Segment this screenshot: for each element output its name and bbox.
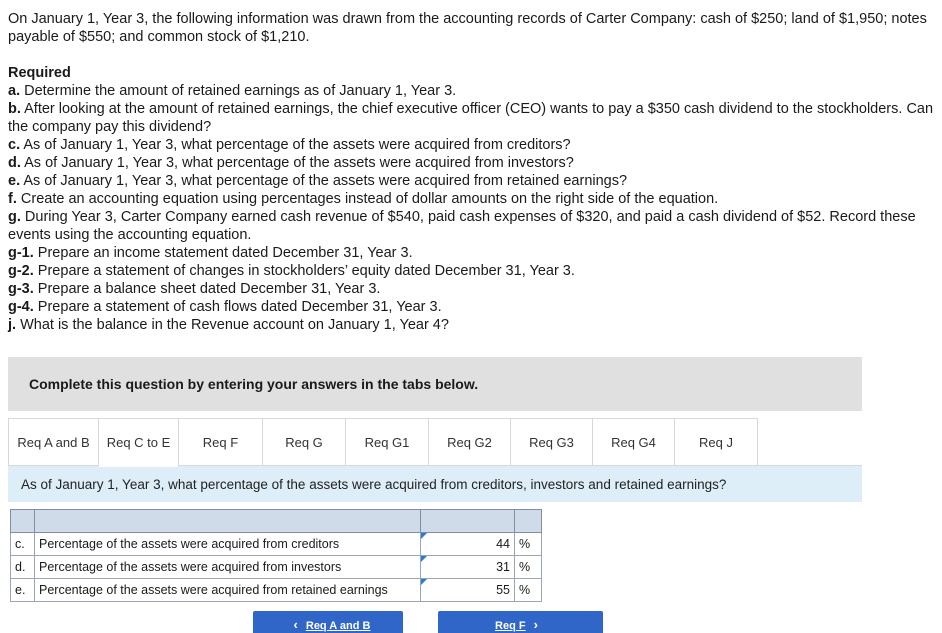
tab-req-c-to-e[interactable]: Req C to E: [99, 418, 179, 467]
header-cell: [515, 510, 542, 533]
requirement-item: [8, 280, 934, 298]
prev-tab-button[interactable]: [253, 611, 403, 633]
requirement-text: Prepare an income statement dated December 31, Year 3.: [33, 245, 413, 261]
requirement-label: b.: [8, 101, 21, 117]
requirement-item: [8, 82, 934, 100]
requirement-item: [8, 100, 934, 136]
question-text: As of January 1, Year 3, what percentage of the assets were acquired from creditors, investors and retained earnings?: [21, 476, 727, 492]
table-row: [11, 579, 542, 602]
chevron-right-icon: ›: [533, 617, 538, 632]
percent-unit: %: [515, 579, 542, 602]
requirement-label: g-1.: [8, 245, 34, 261]
tab-req-g4[interactable]: Req G4: [593, 418, 675, 466]
requirement-item: [8, 172, 934, 190]
requirement-text: Determine the amount of retained earnings as of January 1, Year 3.: [20, 83, 457, 99]
requirement-label: c.: [8, 137, 21, 153]
question-bar: [8, 466, 862, 502]
tab-req-f[interactable]: Req F: [179, 418, 263, 466]
requirement-text: What is the balance in the Revenue account on January 1, Year 4?: [16, 317, 449, 333]
requirement-label: g-3.: [8, 281, 34, 297]
requirement-item: [8, 316, 934, 334]
requirement-text: As of January 1, Year 3, what percentage of the assets were acquired from creditors?: [20, 137, 571, 153]
prev-tab-label: Req A and B: [305, 620, 371, 632]
percent-input-investors[interactable]: [421, 556, 515, 579]
requirement-item: [8, 244, 934, 262]
requirement-item: [8, 154, 934, 172]
requirement-item: [8, 298, 934, 316]
requirement-label: f.: [8, 191, 17, 207]
table-row: [11, 556, 542, 579]
chevron-left-icon: ‹: [293, 617, 298, 632]
row-letter: e.: [11, 579, 35, 602]
header-cell: [11, 510, 35, 533]
requirement-text: Prepare a balance sheet dated December 31, Year 3.: [33, 281, 381, 297]
requirement-item: [8, 190, 934, 208]
percent-input-creditors[interactable]: [421, 533, 515, 556]
requirement-item: [8, 262, 934, 280]
requirement-text: After looking at the amount of retained earnings, the chief executive officer (CEO) wants to pay a $350 cash dividend to the stockholders. Can the company pay this dividend?: [8, 101, 934, 135]
requirement-label: d.: [8, 155, 21, 171]
tab-req-j[interactable]: Req J: [675, 418, 758, 466]
tab-req-g[interactable]: Req G: [263, 418, 346, 466]
requirement-text: As of January 1, Year 3, what percentage of the assets were acquired from investors?: [20, 155, 574, 171]
requirement-label: g-2.: [8, 263, 34, 279]
requirement-item: [8, 136, 934, 154]
required-heading: Required: [8, 65, 71, 81]
instructions-text: Complete this question by entering your answers in the tabs below.: [29, 376, 479, 392]
row-description: Percentage of the assets were acquired from investors: [35, 556, 421, 579]
percent-unit: %: [515, 556, 542, 579]
header-cell: [35, 510, 421, 533]
row-letter: d.: [11, 556, 35, 579]
requirement-text: Prepare a statement of cash flows dated December 31, Year 3.: [33, 299, 442, 315]
requirement-text: As of January 1, Year 3, what percentage of the assets were acquired from retained earnings?: [20, 173, 628, 189]
percent-value: 31: [496, 560, 510, 574]
requirement-tabs: [8, 418, 758, 466]
tab-req-a-and-b[interactable]: Req A and B: [8, 418, 99, 466]
input-flag-icon: [421, 533, 427, 539]
instructions-banner: [8, 357, 862, 411]
input-flag-icon: [421, 579, 427, 585]
requirement-text: Create an accounting equation using percentages instead of dollar amounts on the right side of the equation.: [16, 191, 719, 207]
tab-req-g1[interactable]: Req G1: [346, 418, 429, 466]
header-cell: [421, 510, 515, 533]
answer-table: [10, 509, 542, 602]
table-header-row: [11, 510, 542, 533]
requirement-label: g-4.: [8, 299, 34, 315]
requirement-label: j.: [8, 317, 17, 333]
requirement-text: Prepare a statement of changes in stockholders’ equity dated December 31, Year 3.: [33, 263, 575, 279]
tab-req-g3[interactable]: Req G3: [511, 418, 593, 466]
requirement-label: a.: [8, 83, 21, 99]
percent-value: 44: [496, 537, 510, 551]
percent-input-retained-earnings[interactable]: [421, 579, 515, 602]
requirement-label: e.: [8, 173, 21, 189]
tab-req-g2[interactable]: Req G2: [429, 418, 511, 466]
next-tab-label: Req F: [495, 620, 526, 632]
percent-unit: %: [515, 533, 542, 556]
problem-intro: On January 1, Year 3, the following information was drawn from the accounting records of Carter Company: cash of $250; land of $1,950; notes payable of $550; and common stock of $1,210.: [8, 11, 927, 45]
input-flag-icon: [421, 556, 427, 562]
percent-value: 55: [496, 583, 510, 597]
row-letter: c.: [11, 533, 35, 556]
problem-statement: [8, 10, 934, 334]
row-description: Percentage of the assets were acquired from creditors: [35, 533, 421, 556]
table-row: [11, 533, 542, 556]
requirement-item: [8, 208, 934, 244]
row-description: Percentage of the assets were acquired from retained earnings: [35, 579, 421, 602]
next-tab-button[interactable]: [438, 611, 603, 633]
requirement-label: g.: [8, 209, 21, 225]
requirement-text: During Year 3, Carter Company earned cash revenue of $540, paid cash expenses of $320, and paid a cash dividend of $52. Record these events using the accounting equation.: [8, 209, 916, 243]
